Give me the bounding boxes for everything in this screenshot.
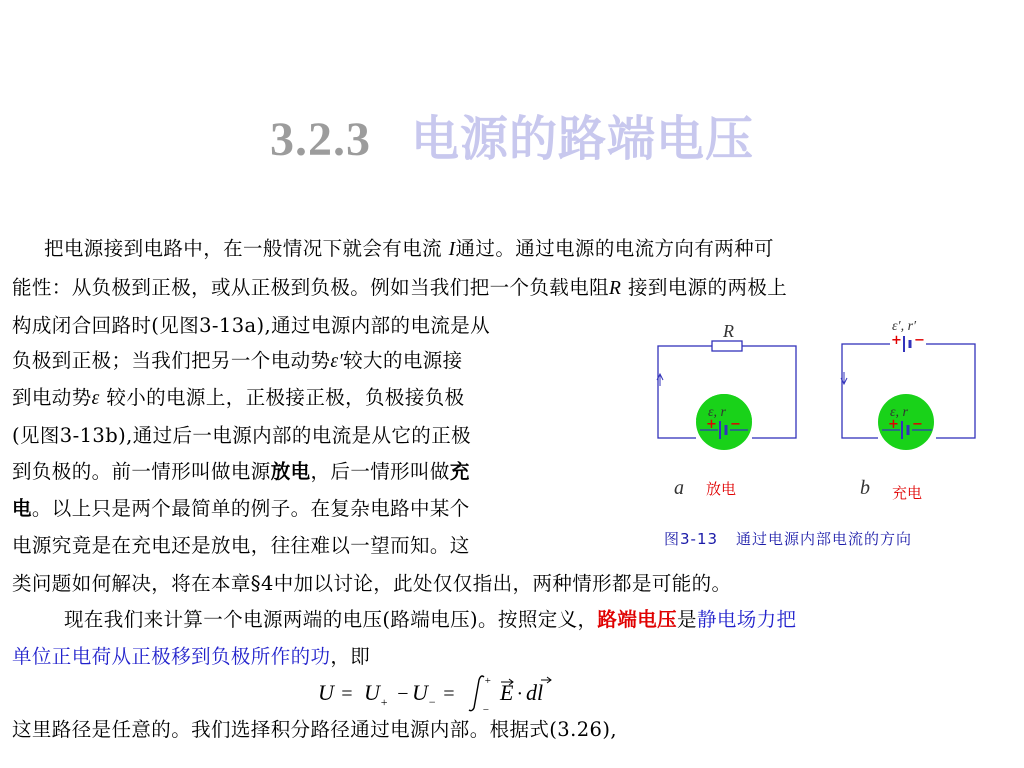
definition-text: 单位正电荷从正极移到负极所作的功	[12, 645, 331, 668]
para1-line-7	[12, 456, 470, 484]
para1-line-1	[44, 233, 774, 261]
text: 较大的电源接	[343, 349, 463, 372]
text: 到负极的。前一情形叫做电源	[12, 460, 271, 483]
formula-eq1: =	[340, 683, 354, 705]
para1-line-9: 电源究竟是在充电还是放电，往往难以一望而知。这	[12, 534, 470, 557]
formula-svg	[316, 674, 576, 714]
text: 把电源接到电路中，在一般情况下就会有电流	[44, 237, 443, 260]
formula-upper: +	[484, 675, 492, 687]
source-a-disc	[696, 394, 752, 450]
text: 能性：从负极到正极，或从正极到负极。例如当我们把一个负载电阻	[12, 276, 610, 299]
text: 较小的电源上，正极接正极，负极接负极	[106, 386, 465, 409]
label-discharge: 放电	[706, 480, 737, 498]
para2-line-2	[12, 641, 370, 669]
definition-text: 静电场力把	[696, 608, 797, 631]
last-line: 这里路径是任意的。我们选择积分路径通过电源内部。根据式(3.26),	[12, 718, 617, 741]
figure-caption	[664, 528, 912, 549]
formula-plus-sub: +	[380, 695, 389, 709]
plus-sign: +	[888, 417, 899, 432]
para1-line-10: 类问题如何解决，将在本章§4中加以讨论，此处仅仅指出，两种情形都是可能的。	[12, 572, 732, 595]
page-title	[0, 100, 1024, 169]
text: ，后一情形叫做	[310, 460, 450, 483]
formula-minus-sub: −	[428, 695, 437, 709]
para2-line-1	[64, 604, 796, 632]
text: 通过。通过电源的电流方向有两种可	[455, 237, 774, 260]
section-title: 电源的路端电压	[410, 111, 754, 167]
para1-line-2	[12, 272, 787, 300]
emf-symbol: ε	[91, 388, 100, 409]
formula-minus: −	[396, 683, 410, 705]
minus-sign: −	[914, 333, 925, 348]
plus-sign: +	[891, 333, 902, 348]
resistor-label: R	[723, 321, 734, 341]
figure-3-13	[640, 308, 1024, 558]
source-b-disc	[878, 394, 934, 450]
circuit-diagram	[640, 308, 1024, 528]
label-b: b	[860, 477, 870, 499]
text: 到电动势	[12, 386, 92, 409]
para1-line-6: (见图3-13b),通过后一电源内部的电流是从它的正极	[12, 424, 472, 447]
text: 现在我们来计算一个电源两端的电压(路端电压)。按照定义，	[64, 608, 598, 631]
source-b-label-top: ε′, r′	[892, 319, 917, 334]
minus-sign: −	[912, 417, 923, 432]
text: ，即	[330, 645, 371, 668]
text: 接到电源的两极上	[627, 276, 788, 299]
plus-sign: +	[706, 417, 717, 432]
current-symbol: I	[448, 239, 456, 260]
formula-lower: −	[482, 704, 490, 714]
section-number: 3.2.3	[269, 113, 371, 166]
term-terminal-voltage: 路端电压	[597, 608, 678, 631]
source-b-label: ε, r	[890, 405, 908, 420]
text: 是	[677, 608, 697, 631]
formula-U: U	[318, 680, 334, 705]
formula-Up: U	[364, 680, 380, 705]
resistor	[712, 341, 742, 351]
emf-prime-symbol: ε′	[330, 351, 344, 372]
caption-number: 图3-13	[664, 530, 719, 548]
text: 负极到正极；当我们把另一个电动势	[12, 349, 331, 372]
formula-E: E	[500, 680, 514, 705]
para1-line-8	[12, 493, 470, 521]
resistor-symbol: R	[609, 278, 622, 299]
formula-dot: ·	[517, 683, 522, 705]
term-discharge: 放电	[270, 460, 311, 483]
term-charge: 充	[449, 460, 470, 483]
formula	[316, 674, 576, 714]
label-charge: 充电	[892, 484, 923, 502]
text: 。以上只是两个最简单的例子。在复杂电路中某个	[31, 497, 470, 520]
minus-sign: −	[730, 417, 741, 432]
para1-line-4	[12, 345, 463, 373]
formula-eq2: =	[442, 683, 456, 705]
term-charge: 电	[12, 497, 32, 520]
label-a: a	[674, 477, 684, 499]
formula-dl: dl	[526, 680, 544, 705]
source-a-label: ε, r	[708, 405, 726, 420]
para1-line-5	[12, 382, 465, 410]
formula-Um: U	[412, 680, 428, 705]
para1-line-3: 构成闭合回路时(见图3-13a),通过电源内部的电流是从	[12, 314, 491, 337]
caption-text: 通过电源内部电流的方向	[736, 530, 913, 548]
